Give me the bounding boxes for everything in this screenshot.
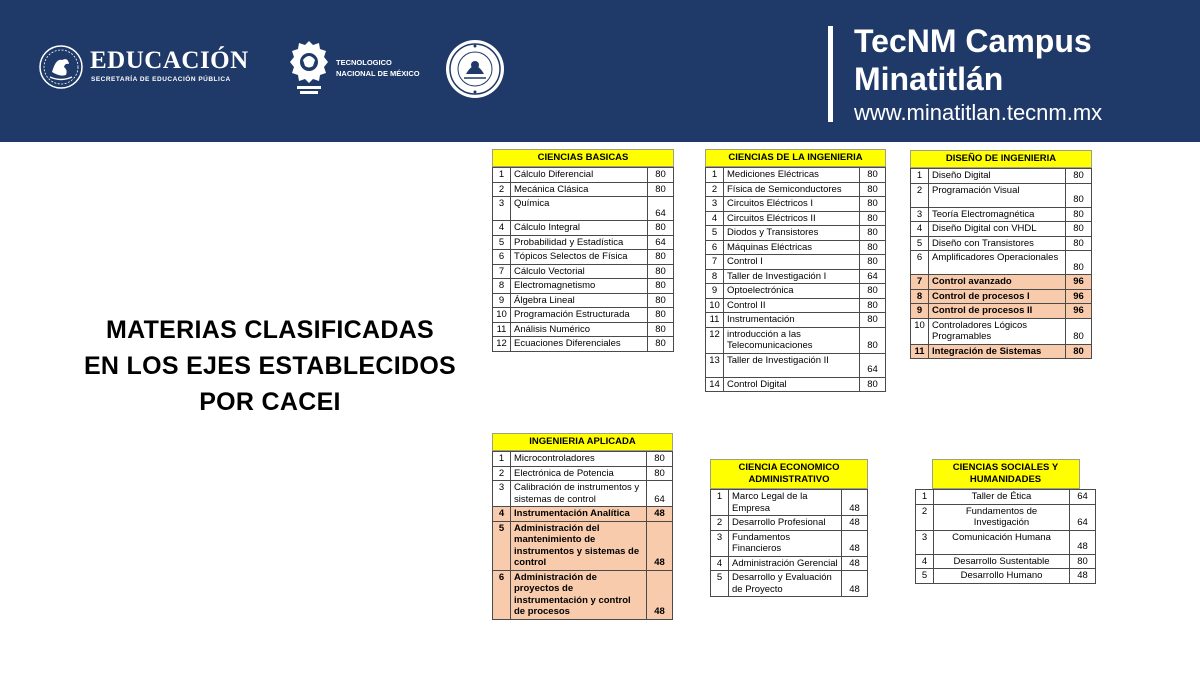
subject-name: Microcontroladores — [511, 452, 647, 467]
row-number: 7 — [706, 255, 724, 270]
row-number: 14 — [706, 377, 724, 392]
subject-name: Electromagnetismo — [511, 279, 648, 294]
subject-name: Ecuaciones Diferenciales — [511, 337, 648, 352]
subject-name: Control I — [724, 255, 860, 270]
row-number: 10 — [493, 308, 511, 323]
campus-url[interactable]: www.minatitlan.tecnm.mx — [854, 100, 1103, 125]
table-row — [711, 490, 868, 516]
table-row — [493, 250, 674, 265]
row-number: 4 — [706, 211, 724, 226]
subject-name: Fundamentos de Investigación — [934, 504, 1070, 530]
row-number: 5 — [711, 571, 729, 597]
table-row — [493, 570, 673, 619]
row-number: 12 — [493, 337, 511, 352]
row-number: 4 — [711, 556, 729, 571]
subject-name: Taller de Investigación II — [724, 353, 860, 377]
subject-name: Diseño Digital — [929, 169, 1066, 184]
table-row — [911, 318, 1092, 344]
subject-name: Controladores Lógicos Programables — [929, 318, 1066, 344]
subject-hours: 80 — [860, 313, 886, 328]
subject-hours: 64 — [648, 197, 674, 221]
subjects-table — [492, 167, 674, 352]
subject-hours: 48 — [842, 516, 868, 531]
subject-hours: 48 — [647, 570, 673, 619]
subject-hours: 64 — [860, 269, 886, 284]
subject-name: Calibración de instrumentos y sistemas de control — [511, 481, 647, 507]
itm-seal-icon — [444, 38, 506, 100]
table-row — [493, 452, 673, 467]
table-diseno-ingenieria — [910, 150, 1092, 359]
row-number: 3 — [493, 481, 511, 507]
table-row — [711, 571, 868, 597]
subject-name: Programación Estructurada — [511, 308, 648, 323]
subject-hours: 64 — [648, 235, 674, 250]
row-number: 2 — [911, 183, 929, 207]
subject-name: Control II — [724, 298, 860, 313]
subject-name: Desarrollo Humano — [934, 569, 1070, 584]
subject-hours: 48 — [647, 507, 673, 522]
subject-hours: 80 — [860, 255, 886, 270]
subject-hours: 64 — [860, 353, 886, 377]
subject-hours: 48 — [1070, 530, 1096, 554]
subject-hours: 96 — [1066, 289, 1092, 304]
subjects-table — [710, 489, 868, 597]
subject-name: Química — [511, 197, 648, 221]
subject-name: Álgebra Lineal — [511, 293, 648, 308]
subject-hours: 80 — [1066, 207, 1092, 222]
subject-hours: 80 — [648, 322, 674, 337]
subject-hours: 64 — [1070, 490, 1096, 505]
subject-name: Administración del mantenimiento de instrumentos y sistemas de control — [511, 521, 647, 570]
row-number: 9 — [911, 304, 929, 319]
row-number: 2 — [916, 504, 934, 530]
table-ciencia-economico-administrativo — [710, 459, 868, 597]
table-row — [706, 269, 886, 284]
row-number: 6 — [706, 240, 724, 255]
subject-name: Control avanzado — [929, 275, 1066, 290]
row-number: 5 — [706, 226, 724, 241]
subject-hours: 80 — [860, 197, 886, 212]
table-row — [493, 197, 674, 221]
table-ciencias-basicas — [492, 149, 674, 352]
subject-name: Desarrollo y Evaluación de Proyecto — [729, 571, 842, 597]
subject-hours: 48 — [842, 556, 868, 571]
subject-name: Taller de Investigación I — [724, 269, 860, 284]
row-number: 11 — [706, 313, 724, 328]
table-title: INGENIERIA APLICADA — [492, 433, 673, 451]
table-row — [493, 521, 673, 570]
subject-hours: 80 — [860, 284, 886, 299]
table-title: DISEÑO DE INGENIERIA — [910, 150, 1092, 168]
row-number: 1 — [711, 490, 729, 516]
subject-name: Cálculo Integral — [511, 221, 648, 236]
subject-hours: 80 — [648, 279, 674, 294]
subject-hours: 80 — [1066, 251, 1092, 275]
subject-hours: 96 — [1066, 304, 1092, 319]
subject-hours: 48 — [842, 530, 868, 556]
divider-bar — [828, 26, 833, 122]
edu-subtitle: SECRETARÍA DE EDUCACIÓN PÚBLICA — [91, 76, 231, 83]
table-ciencias-sociales-humanidades — [915, 459, 1096, 584]
row-number: 8 — [493, 279, 511, 294]
subject-hours: 80 — [648, 293, 674, 308]
tecnm-name: TECNOLOGICO NACIONAL DE MÉXICO — [336, 58, 420, 78]
subjects-table — [910, 168, 1092, 359]
subject-hours: 96 — [1066, 275, 1092, 290]
table-row — [706, 182, 886, 197]
subject-hours: 80 — [860, 226, 886, 241]
subject-hours: 48 — [647, 521, 673, 570]
row-number: 5 — [493, 235, 511, 250]
row-number: 9 — [706, 284, 724, 299]
row-number: 3 — [493, 197, 511, 221]
row-number: 6 — [493, 570, 511, 619]
subject-name: Circuitos Eléctricos I — [724, 197, 860, 212]
table-row — [493, 507, 673, 522]
subject-name: Control Digital — [724, 377, 860, 392]
table-ciencias-ingenieria — [705, 149, 886, 392]
row-number: 10 — [911, 318, 929, 344]
subject-hours: 64 — [647, 481, 673, 507]
table-row — [711, 530, 868, 556]
subject-hours: 48 — [842, 571, 868, 597]
subject-name: Taller de Ética — [934, 490, 1070, 505]
table-row — [706, 211, 886, 226]
table-row — [911, 236, 1092, 251]
subjects-table — [492, 451, 673, 620]
subject-hours: 80 — [1066, 318, 1092, 344]
table-row — [711, 556, 868, 571]
subject-name: Marco Legal de la Empresa — [729, 490, 842, 516]
subject-name: Circuitos Eléctricos II — [724, 211, 860, 226]
row-number: 6 — [911, 251, 929, 275]
subject-hours: 80 — [1066, 344, 1092, 359]
table-row — [916, 554, 1096, 569]
subject-name: Control de procesos II — [929, 304, 1066, 319]
subject-name: Diodos y Transistores — [724, 226, 860, 241]
table-row — [711, 516, 868, 531]
subject-hours: 80 — [1066, 236, 1092, 251]
row-number: 11 — [493, 322, 511, 337]
subject-name: Física de Semiconductores — [724, 182, 860, 197]
row-number: 6 — [493, 250, 511, 265]
subject-hours: 80 — [860, 377, 886, 392]
table-title: CIENCIA ECONOMICO ADMINISTRATIVO — [710, 459, 868, 489]
subject-name: Diseño con Transistores — [929, 236, 1066, 251]
subject-hours: 80 — [1066, 183, 1092, 207]
row-number: 4 — [493, 507, 511, 522]
row-number: 2 — [706, 182, 724, 197]
subjects-table — [915, 489, 1096, 584]
row-number: 3 — [916, 530, 934, 554]
subject-name: Desarrollo Sustentable — [934, 554, 1070, 569]
subject-hours: 80 — [648, 264, 674, 279]
subject-hours: 80 — [860, 240, 886, 255]
table-row — [706, 240, 886, 255]
subject-name: Teoría Electromagnética — [929, 207, 1066, 222]
table-row — [916, 504, 1096, 530]
row-number: 3 — [911, 207, 929, 222]
table-row — [916, 569, 1096, 584]
subject-name: Instrumentación — [724, 313, 860, 328]
subject-name: Comunicación Humana — [934, 530, 1070, 554]
table-row — [911, 169, 1092, 184]
row-number: 2 — [493, 466, 511, 481]
subject-name: Mecánica Clásica — [511, 182, 648, 197]
subject-name: Electrónica de Potencia — [511, 466, 647, 481]
subject-name: Administración Gerencial — [729, 556, 842, 571]
subject-name: introducción a las Telecomunicaciones — [724, 327, 860, 353]
subject-hours: 80 — [648, 337, 674, 352]
subject-hours: 80 — [647, 452, 673, 467]
row-number: 11 — [911, 344, 929, 359]
page-title: MATERIAS CLASIFICADAS EN LOS EJES ESTABLECIDOS POR CACEI — [83, 316, 457, 416]
row-number: 7 — [911, 275, 929, 290]
subject-name: Tópicos Selectos de Física — [511, 250, 648, 265]
table-row — [493, 322, 674, 337]
row-number: 1 — [706, 168, 724, 183]
table-row — [493, 235, 674, 250]
subject-name: Optoelectrónica — [724, 284, 860, 299]
row-number: 5 — [916, 569, 934, 584]
subjects-table — [705, 167, 886, 392]
subject-name: Instrumentación Analítica — [511, 507, 647, 522]
table-row — [706, 226, 886, 241]
subject-hours: 80 — [648, 250, 674, 265]
row-number: 1 — [493, 452, 511, 467]
table-row — [493, 308, 674, 323]
subject-name: Máquinas Eléctricas — [724, 240, 860, 255]
table-row — [706, 284, 886, 299]
table-row — [706, 353, 886, 377]
table-row — [493, 168, 674, 183]
subject-hours: 80 — [647, 466, 673, 481]
subject-hours: 80 — [860, 211, 886, 226]
subject-hours: 80 — [860, 168, 886, 183]
subject-name: Cálculo Vectorial — [511, 264, 648, 279]
row-number: 9 — [493, 293, 511, 308]
edu-title: EDUCACIÓN — [90, 47, 249, 74]
subject-hours: 80 — [648, 221, 674, 236]
table-row — [706, 327, 886, 353]
table-row — [493, 481, 673, 507]
subject-hours: 80 — [648, 308, 674, 323]
subject-name: Probabilidad y Estadística — [511, 235, 648, 250]
row-number: 1 — [916, 490, 934, 505]
campus-title: TecNM Campus Minatitlán — [854, 23, 1092, 97]
row-number: 7 — [493, 264, 511, 279]
subject-hours: 80 — [860, 327, 886, 353]
table-row — [493, 264, 674, 279]
subject-name: Amplificadores Operacionales — [929, 251, 1066, 275]
subject-hours: 80 — [648, 168, 674, 183]
table-row — [916, 490, 1096, 505]
row-number: 4 — [493, 221, 511, 236]
subject-name: Administración de proyectos de instrumentación y control de procesos — [511, 570, 647, 619]
tecnm-gear-logo-icon — [288, 38, 330, 96]
row-number: 4 — [911, 222, 929, 237]
table-row — [493, 337, 674, 352]
row-number: 4 — [916, 554, 934, 569]
table-row — [911, 222, 1092, 237]
subject-hours: 80 — [1066, 169, 1092, 184]
row-number: 2 — [493, 182, 511, 197]
table-row — [706, 197, 886, 212]
subject-name: Análisis Numérico — [511, 322, 648, 337]
table-row — [911, 183, 1092, 207]
row-number: 1 — [493, 168, 511, 183]
table-row — [706, 377, 886, 392]
table-row — [493, 293, 674, 308]
table-row — [911, 304, 1092, 319]
row-number: 8 — [706, 269, 724, 284]
table-row — [911, 251, 1092, 275]
subject-name: Fundamentos Financieros — [729, 530, 842, 556]
subject-name: Programación Visual — [929, 183, 1066, 207]
table-row — [911, 275, 1092, 290]
row-number: 12 — [706, 327, 724, 353]
subject-hours: 80 — [860, 298, 886, 313]
mexico-coat-of-arms-icon — [38, 44, 84, 90]
subject-name: Integración de Sistemas — [929, 344, 1066, 359]
table-row — [706, 313, 886, 328]
subject-name: Mediciones Eléctricas — [724, 168, 860, 183]
subject-hours: 48 — [842, 490, 868, 516]
table-row — [493, 279, 674, 294]
table-row — [706, 255, 886, 270]
table-title: CIENCIAS SOCIALES Y HUMANIDADES — [932, 459, 1080, 489]
table-ingenieria-aplicada — [492, 433, 673, 620]
table-row — [706, 168, 886, 183]
subject-hours: 80 — [860, 182, 886, 197]
subject-name: Control de procesos I — [929, 289, 1066, 304]
row-number: 13 — [706, 353, 724, 377]
table-title: CIENCIAS DE LA INGENIERIA — [705, 149, 886, 167]
row-number: 3 — [706, 197, 724, 212]
table-row — [493, 221, 674, 236]
subject-hours: 80 — [1066, 222, 1092, 237]
row-number: 1 — [911, 169, 929, 184]
row-number: 5 — [493, 521, 511, 570]
table-row — [493, 182, 674, 197]
subject-hours: 64 — [1070, 504, 1096, 530]
table-row — [706, 298, 886, 313]
row-number: 10 — [706, 298, 724, 313]
header-banner — [0, 0, 1200, 142]
subject-hours: 80 — [648, 182, 674, 197]
table-row — [916, 530, 1096, 554]
subject-name: Desarrollo Profesional — [729, 516, 842, 531]
row-number: 8 — [911, 289, 929, 304]
subject-name: Diseño Digital con VHDL — [929, 222, 1066, 237]
row-number: 3 — [711, 530, 729, 556]
subject-hours: 80 — [1070, 554, 1096, 569]
subject-hours: 48 — [1070, 569, 1096, 584]
table-row — [911, 344, 1092, 359]
row-number: 5 — [911, 236, 929, 251]
table-row — [911, 289, 1092, 304]
table-title: CIENCIAS BASICAS — [492, 149, 674, 167]
subject-name: Cálculo Diferencial — [511, 168, 648, 183]
table-row — [911, 207, 1092, 222]
row-number: 2 — [711, 516, 729, 531]
table-row — [493, 466, 673, 481]
